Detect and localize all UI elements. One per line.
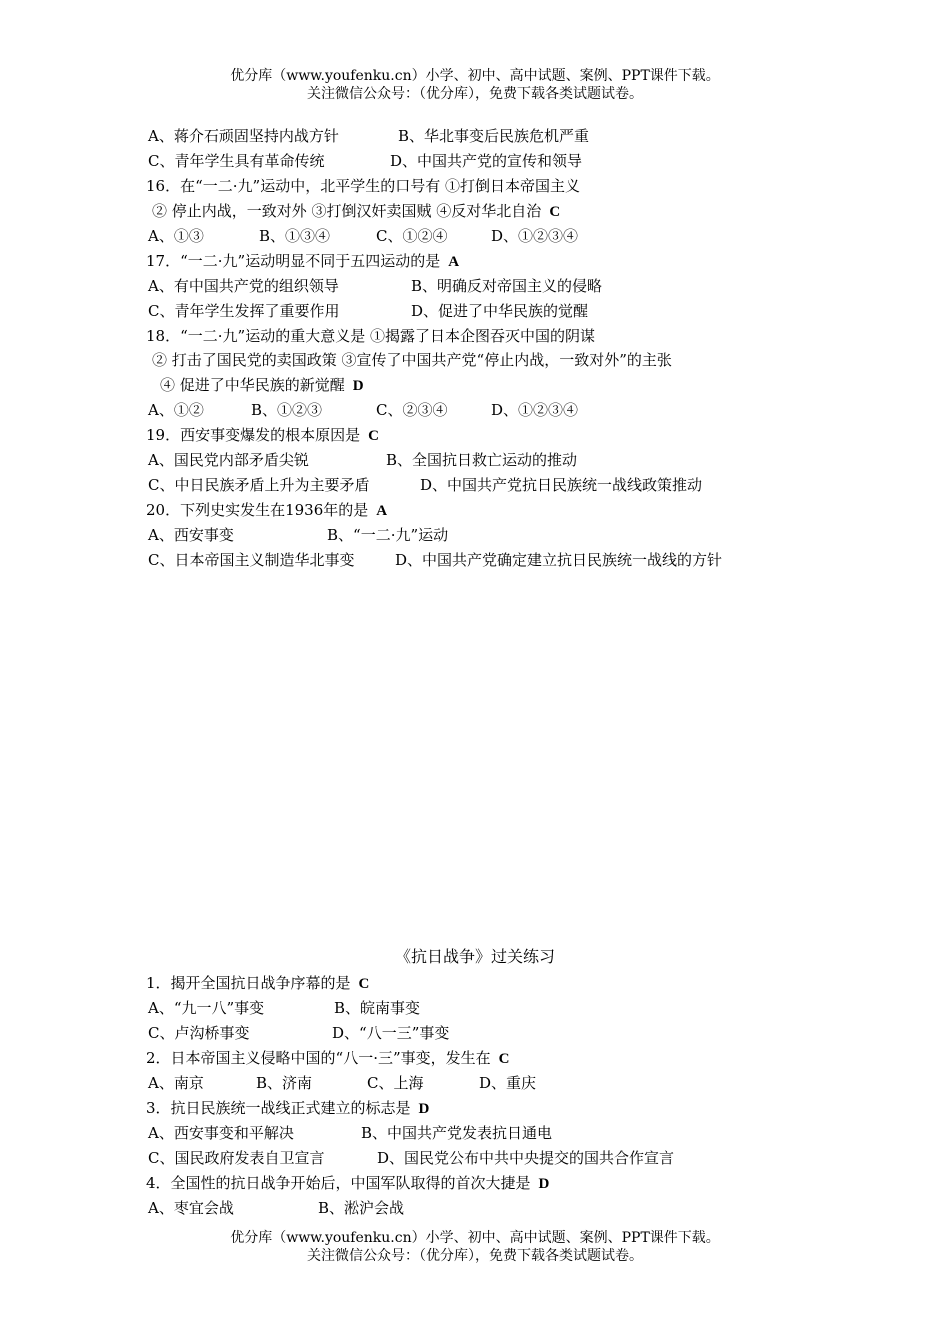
q18-stem-1: 18．“一二·九”运动的重大意义是 ①揭露了日本企图吞灭中国的阴谋 <box>146 327 595 345</box>
q19-stem: 19．西安事变爆发的根本原因是 <box>146 426 361 444</box>
p2-q4-option-a: A、枣宜会战 <box>148 1199 234 1217</box>
p2-q3-stem-row <box>146 1099 429 1118</box>
q17-stem-row <box>146 252 459 271</box>
q19-option-c: C、中日民族矛盾上升为主要矛盾 <box>148 476 370 494</box>
p2-q3-answer: D <box>418 1101 430 1117</box>
q17-option-a: A、有中国共产党的组织领导 <box>148 277 339 295</box>
q18-option-c: C、②③④ <box>376 401 448 419</box>
p2-q1-option-d: D、“八一三”事变 <box>332 1024 450 1042</box>
p2-q3-option-a: A、西安事变和平解决 <box>148 1124 294 1142</box>
q18-answer: D <box>352 378 364 394</box>
q20-stem: 20．下列史实发生在1936年的是 <box>146 501 369 519</box>
p2-q3-option-b: B、中国共产党发表抗日通电 <box>361 1124 553 1142</box>
q19-stem-row <box>146 426 379 445</box>
p2-q2-stem: 2．日本帝国主义侵略中国的“八一·三”事变，发生在 <box>146 1049 491 1067</box>
q19-option-d: D、中国共产党抗日民族统一战线政策推动 <box>420 476 703 494</box>
p2-q1-option-c: C、卢沟桥事变 <box>148 1024 250 1042</box>
q19-answer: C <box>368 428 379 444</box>
p2-q1-option-b: B、皖南事变 <box>334 999 421 1017</box>
p2-q2-stem-row <box>146 1049 510 1068</box>
q16-option-d: D、①②③④ <box>491 227 579 245</box>
p2-q1-stem-row <box>146 974 369 993</box>
q19-option-b: B、全国抗日救亡运动的推动 <box>386 451 578 469</box>
p2-q2-option-c: C、上海 <box>367 1074 424 1092</box>
q17-option-d: D、促进了中华民族的觉醒 <box>411 302 589 320</box>
p2-q2-answer: C <box>498 1051 510 1067</box>
p2-q4-answer: D <box>538 1176 550 1192</box>
header-line-2: 关注微信公众号：（优分库），免费下载各类试题试卷。 <box>307 86 643 102</box>
p2-q1-stem: 1．揭开全国抗日战争序幕的是 <box>146 974 351 992</box>
section-title: 《抗日战争》过关练习 <box>394 947 555 966</box>
q16-option-b: B、①③④ <box>259 227 331 245</box>
q16-answer: C <box>549 204 561 220</box>
q20-option-c: C、日本帝国主义制造华北事变 <box>148 551 355 569</box>
q17-stem: 17．“一二·九”运动明显不同于五四运动的是 <box>146 252 441 270</box>
p2-q4-stem-row <box>146 1174 549 1193</box>
p2-q4-option-b: B、淞沪会战 <box>318 1199 405 1217</box>
q18-option-b: B、①②③ <box>251 401 323 419</box>
q15-option-c: C、青年学生具有革命传统 <box>148 152 325 170</box>
q18-option-d: D、①②③④ <box>491 401 579 419</box>
q18-stem-3: ④ 促进了中华民族的新觉醒 <box>160 376 345 394</box>
q20-stem-row <box>146 501 387 520</box>
q20-answer: A <box>376 503 388 519</box>
p2-q2-option-a: A、南京 <box>148 1074 204 1092</box>
q20-option-d: D、中国共产党确定建立抗日民族统一战线的方针 <box>395 551 723 569</box>
p2-q4-stem: 4．全国性的抗日战争开始后，中国军队取得的首次大捷是 <box>146 1174 531 1192</box>
p2-q2-option-d: D、重庆 <box>479 1074 537 1092</box>
q17-option-c: C、青年学生发挥了重要作用 <box>148 302 340 320</box>
q19-option-a: A、国民党内部矛盾尖锐 <box>148 451 309 469</box>
footer-line-1: 优分库（www.youfenku.cn）小学、初中、高中试题、案例、PPT课件下载。 <box>230 1230 720 1246</box>
q20-option-b: B、“一二·九”运动 <box>327 526 449 544</box>
q16-stem-2: ② 停止内战，一致对外 ③打倒汉奸卖国贼 ④反对华北自治 <box>152 202 542 220</box>
p2-q3-option-c: C、国民政府发表自卫宣言 <box>148 1149 325 1167</box>
q18-stem-2: ② 打击了国民党的卖国政策 ③宣传了中国共产党“停止内战，一致对外”的主张 <box>152 351 672 369</box>
q16-stem-1: 16．在“一二·九”运动中，北平学生的口号有 ①打倒日本帝国主义 <box>146 177 580 195</box>
q16-option-c: C、①②④ <box>376 227 448 245</box>
q18-option-a: A、①② <box>148 401 204 419</box>
q20-option-a: A、西安事变 <box>148 526 234 544</box>
p2-q1-answer: C <box>358 976 370 992</box>
q16-option-a: A、①③ <box>148 227 204 245</box>
q15-option-b: B、华北事变后民族危机严重 <box>398 127 590 145</box>
p2-q3-option-d: D、国民党公布中共中央提交的国共合作宣言 <box>377 1149 675 1167</box>
q15-option-d: D、中国共产党的宣传和领导 <box>390 152 583 170</box>
q17-option-b: B、明确反对帝国主义的侵略 <box>411 277 603 295</box>
header-line-1: 优分库（www.youfenku.cn）小学、初中、高中试题、案例、PPT课件下载。 <box>230 68 720 84</box>
p2-q2-option-b: B、济南 <box>256 1074 313 1092</box>
p2-q3-stem: 3．抗日民族统一战线正式建立的标志是 <box>146 1099 411 1117</box>
footer-line-2: 关注微信公众号：（优分库），免费下载各类试题试卷。 <box>307 1248 643 1264</box>
q16-stem-2-row <box>152 202 560 221</box>
q17-answer: A <box>448 254 460 270</box>
p2-q1-option-a: A、“九一八”事变 <box>148 999 265 1017</box>
q18-stem-3-row <box>160 376 364 395</box>
q15-option-a: A、蒋介石顽固坚持内战方针 <box>148 127 339 145</box>
